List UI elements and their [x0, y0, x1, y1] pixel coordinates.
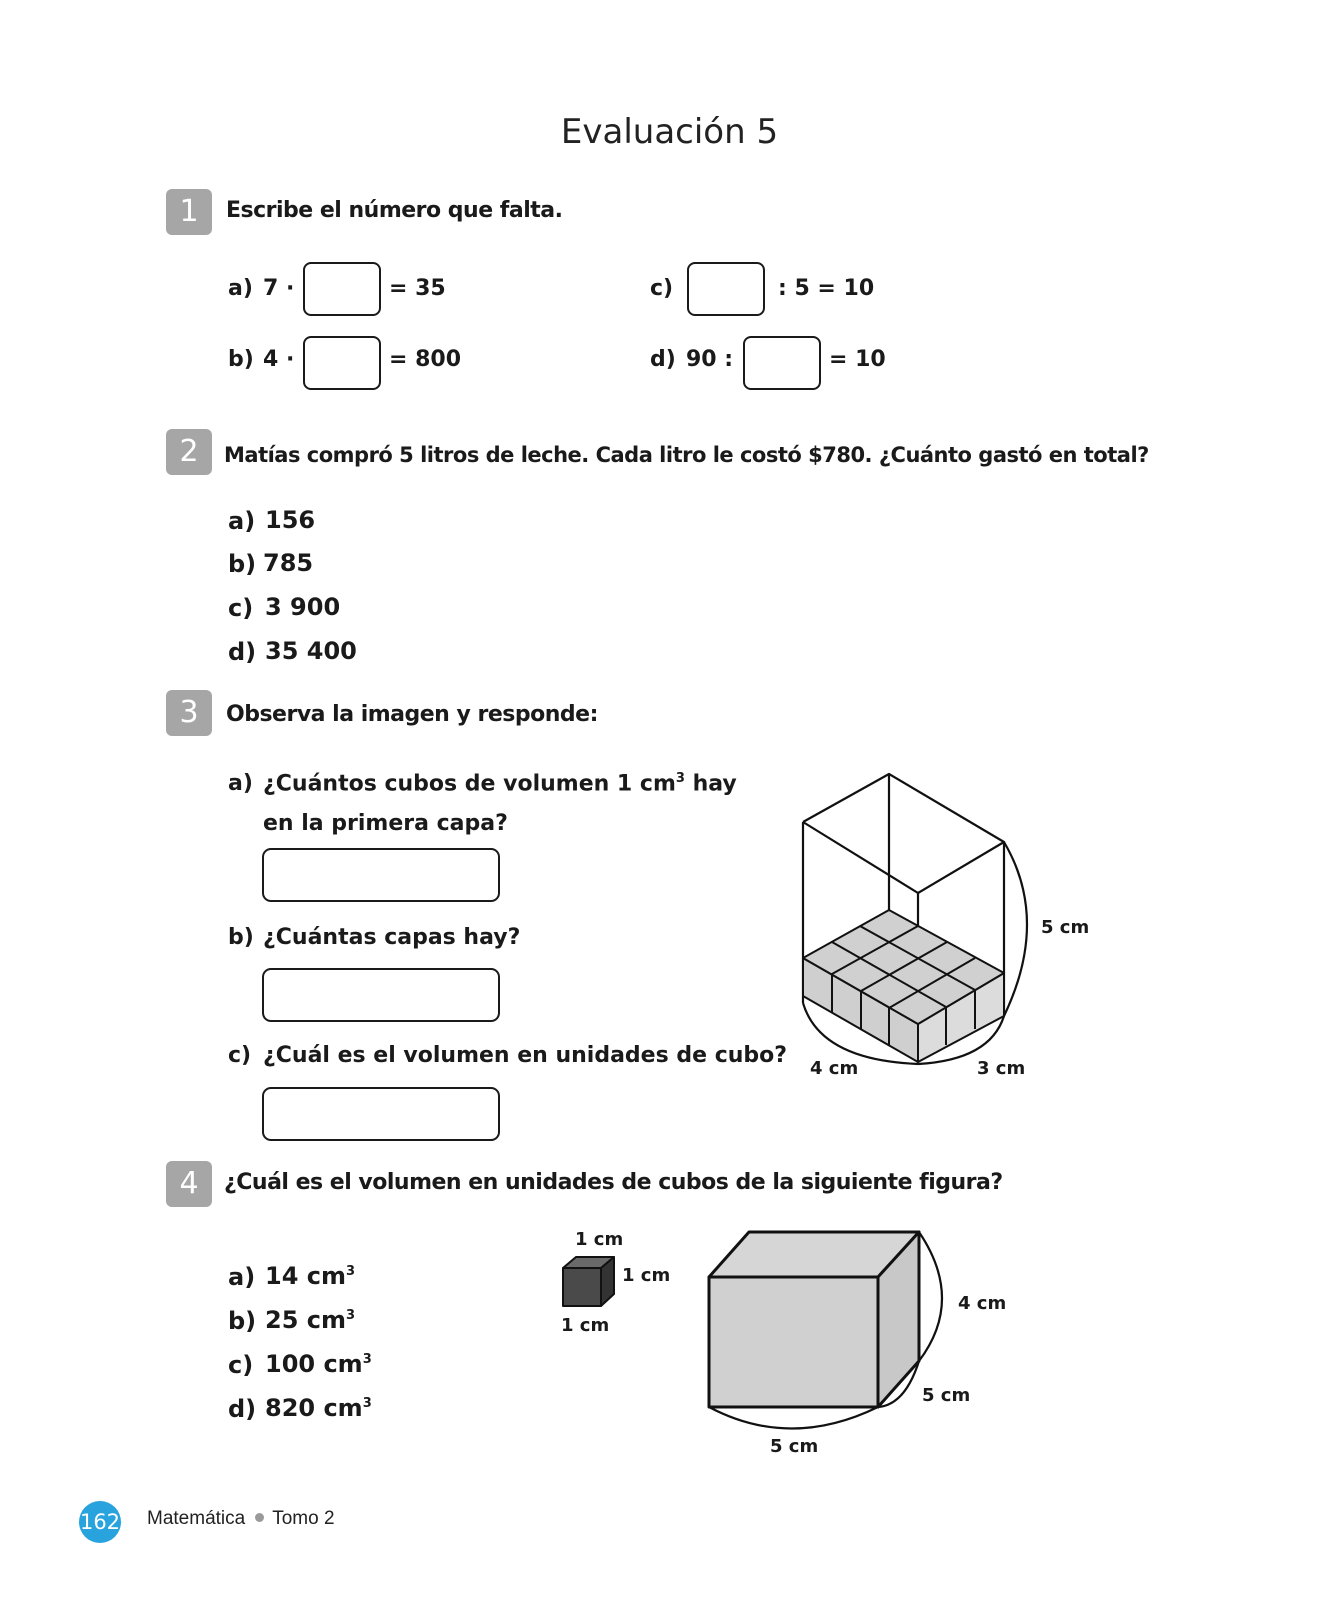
q1-a-answer-box[interactable] — [303, 262, 381, 316]
q4-unit-bottom-dimension: 1 cm — [561, 1315, 610, 1336]
q4-unit-cube-figure — [555, 1250, 625, 1310]
q3-c-question: ¿Cuál es el volumen en unidades de cubo? — [263, 1043, 788, 1068]
q3-c-answer-box[interactable] — [262, 1087, 500, 1141]
q1-b-answer-box[interactable] — [303, 336, 381, 390]
footer-separator-dot — [255, 1513, 264, 1522]
q3-height-dimension: 5 cm — [1041, 917, 1090, 938]
q4-option-d-label: d) — [228, 1395, 257, 1423]
q4-option-c-value[interactable]: 100 $cm^3$ — [265, 1350, 372, 1378]
question-4-number: 4 — [166, 1161, 212, 1207]
q2-option-a-value[interactable]: 156 — [265, 506, 316, 534]
question-1-number: 1 — [166, 189, 212, 235]
q4-option-a-value[interactable]: 14 $cm^3$ — [265, 1262, 356, 1290]
q2-option-b-label: b) — [228, 550, 257, 578]
question-3-number: 3 — [166, 690, 212, 736]
q1-a-suffix: = 35 — [389, 276, 446, 301]
q4-option-c-label: c) — [228, 1351, 254, 1379]
q1-a-prefix: 7 · — [263, 276, 295, 301]
question-1-text: Escribe el número que falta. — [226, 198, 563, 223]
q4-box-figure — [690, 1220, 970, 1450]
question-3-text: Observa la imagen y responde: — [226, 702, 598, 727]
q2-option-c-label: c) — [228, 594, 254, 622]
q2-option-a-label: a) — [228, 507, 256, 535]
q1-d-prefix: 90 : — [686, 347, 734, 372]
q2-option-c-value[interactable]: 3 900 — [265, 593, 341, 621]
q3-a-question-line1: ¿Cuántos cubos de volumen 1 $cm^3$ hay — [263, 771, 737, 797]
q4-option-b-value[interactable]: 25 $cm^3$ — [265, 1306, 356, 1334]
footer-subject: Matemática — [147, 1508, 246, 1529]
q4-option-d-value[interactable]: 820 $cm^3$ — [265, 1394, 372, 1422]
q3-a-label: a) — [228, 771, 253, 796]
q1-d-answer-box[interactable] — [743, 336, 821, 390]
q2-option-b-value[interactable]: 785 — [263, 549, 314, 577]
q3-a-question-line2: en la primera capa? — [263, 811, 508, 836]
q1-b-suffix: = 800 — [389, 347, 462, 372]
q1-d-label: d) — [650, 347, 676, 372]
q4-box-height-dimension: 4 cm — [958, 1293, 1007, 1314]
q3-right-dimension: 3 cm — [977, 1058, 1026, 1079]
question-2-number: 2 — [166, 429, 212, 475]
q4-unit-right-dimension: 1 cm — [622, 1265, 671, 1286]
footer-book-info — [147, 1508, 335, 1530]
q2-option-d-label: d) — [228, 638, 257, 666]
q1-b-label: b) — [228, 347, 254, 372]
q3-a-answer-box[interactable] — [262, 848, 500, 902]
q3-b-label: b) — [228, 925, 254, 950]
question-2-text: Matías compró 5 litros de leche. Cada litro le costó $780. ¿Cuánto gastó en total? — [224, 443, 1149, 467]
q4-box-depth-dimension: 5 cm — [922, 1385, 971, 1406]
q2-option-d-value[interactable]: 35 400 — [265, 637, 357, 665]
q3-c-label: c) — [228, 1043, 252, 1068]
page-title: Evaluación 5 — [560, 112, 779, 152]
q4-box-width-dimension: 5 cm — [770, 1436, 819, 1457]
q3-b-question: ¿Cuántas capas hay? — [263, 925, 521, 950]
q1-c-answer-box[interactable] — [687, 262, 765, 316]
q3-left-dimension: 4 cm — [810, 1058, 859, 1079]
q4-unit-top-dimension: 1 cm — [575, 1229, 624, 1250]
q1-c-label: c) — [650, 276, 674, 301]
q4-option-b-label: b) — [228, 1307, 257, 1335]
q4-option-a-label: a) — [228, 1263, 256, 1291]
q3-b-answer-box[interactable] — [262, 968, 500, 1022]
q1-b-prefix: 4 · — [263, 347, 295, 372]
page-number-badge: 162 — [79, 1501, 121, 1543]
q1-c-suffix: : 5 = 10 — [778, 276, 875, 301]
footer-volume: Tomo 2 — [272, 1508, 335, 1529]
q1-a-label: a) — [228, 276, 253, 301]
question-4-text: ¿Cuál es el volumen en unidades de cubos de la siguiente figura? — [224, 1170, 1003, 1195]
q1-d-suffix: = 10 — [829, 347, 886, 372]
